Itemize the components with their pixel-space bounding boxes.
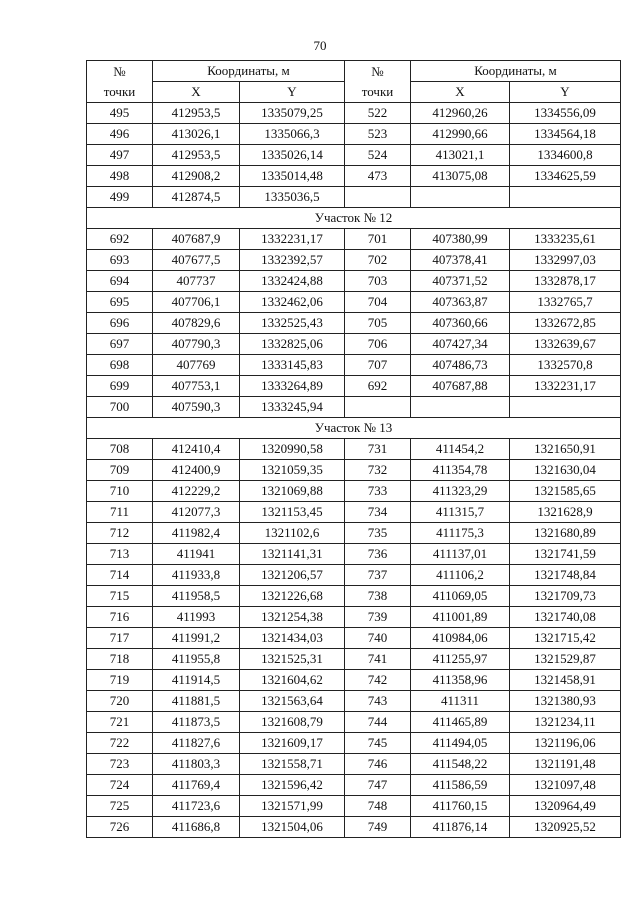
table-row xyxy=(87,187,621,208)
x-coordinate-cell: 411548,22 xyxy=(411,754,510,775)
x-coordinate-cell: 412229,2 xyxy=(153,481,240,502)
y-coordinate-cell: 1321097,48 xyxy=(510,775,621,796)
y-coordinate-cell: 1332231,17 xyxy=(240,229,345,250)
y-coordinate-cell: 1321434,03 xyxy=(240,628,345,649)
point-number-cell: 748 xyxy=(345,796,411,817)
table-row xyxy=(87,733,621,754)
section-title: Участок № 13 xyxy=(87,418,621,439)
point-number-cell: 738 xyxy=(345,586,411,607)
table-row xyxy=(87,292,621,313)
y-coordinate-cell: 1321206,57 xyxy=(240,565,345,586)
x-coordinate-cell: 411106,2 xyxy=(411,565,510,586)
table-row xyxy=(87,817,621,838)
y-coordinate-cell: 1333145,83 xyxy=(240,355,345,376)
table-row xyxy=(87,376,621,397)
point-number-cell: 735 xyxy=(345,523,411,544)
y-coordinate-cell: 1332639,67 xyxy=(510,334,621,355)
point-number-cell: 523 xyxy=(345,124,411,145)
table-row xyxy=(87,250,621,271)
point-number-cell: 524 xyxy=(345,145,411,166)
point-number-cell: 696 xyxy=(87,313,153,334)
y-coordinate-cell: 1334600,8 xyxy=(510,145,621,166)
y-coordinate-cell: 1333264,89 xyxy=(240,376,345,397)
x-coordinate-cell: 411881,5 xyxy=(153,691,240,712)
point-number-cell: 496 xyxy=(87,124,153,145)
x-coordinate-cell: 411175,3 xyxy=(411,523,510,544)
y-coordinate-cell: 1321234,11 xyxy=(510,712,621,733)
y-coordinate-cell: 1332424,88 xyxy=(240,271,345,292)
x-coordinate-cell: 411354,78 xyxy=(411,460,510,481)
y-coordinate-cell: 1321680,89 xyxy=(510,523,621,544)
x-coordinate-cell: 412874,5 xyxy=(153,187,240,208)
point-number-cell: 749 xyxy=(345,817,411,838)
point-number-cell: 742 xyxy=(345,670,411,691)
point-number-cell: 704 xyxy=(345,292,411,313)
table-row xyxy=(87,607,621,628)
y-coordinate-cell: 1320990,58 xyxy=(240,439,345,460)
y-coordinate-cell: 1321609,17 xyxy=(240,733,345,754)
y-coordinate-cell: 1321196,06 xyxy=(510,733,621,754)
x-coordinate-cell: 411311 xyxy=(411,691,510,712)
x-coordinate-cell: 413021,1 xyxy=(411,145,510,166)
point-number-cell: 744 xyxy=(345,712,411,733)
y-coordinate-cell: 1321525,31 xyxy=(240,649,345,670)
y-coordinate-cell: 1320925,52 xyxy=(510,817,621,838)
y-coordinate-cell: 1334564,18 xyxy=(510,124,621,145)
x-coordinate-cell: 411876,14 xyxy=(411,817,510,838)
y-coordinate-cell: 1321709,73 xyxy=(510,586,621,607)
y-coordinate-cell: 1333245,94 xyxy=(240,397,345,418)
table-row xyxy=(87,271,621,292)
point-number-cell: 745 xyxy=(345,733,411,754)
point-number-cell: 715 xyxy=(87,586,153,607)
x-coordinate-cell: 411454,2 xyxy=(411,439,510,460)
point-number-cell: 736 xyxy=(345,544,411,565)
point-number-cell xyxy=(345,397,411,418)
x-coordinate-cell: 412400,9 xyxy=(153,460,240,481)
point-number-cell: 497 xyxy=(87,145,153,166)
x-coordinate-cell: 411686,8 xyxy=(153,817,240,838)
y-coordinate-cell: 1321226,68 xyxy=(240,586,345,607)
point-number-cell: 737 xyxy=(345,565,411,586)
table-row xyxy=(87,460,621,481)
table-row xyxy=(87,166,621,187)
point-number-cell: 723 xyxy=(87,754,153,775)
x-coordinate-cell: 407486,73 xyxy=(411,355,510,376)
x-coordinate-cell: 411955,8 xyxy=(153,649,240,670)
x-coordinate-cell: 411991,2 xyxy=(153,628,240,649)
point-number-cell: 731 xyxy=(345,439,411,460)
y-coordinate-cell: 1335014,48 xyxy=(240,166,345,187)
table-body xyxy=(87,103,621,838)
x-coordinate-cell: 411586,59 xyxy=(411,775,510,796)
x-coordinate-cell: 407790,3 xyxy=(153,334,240,355)
coordinates-table xyxy=(86,60,621,838)
table-row xyxy=(87,586,621,607)
y-coordinate-cell: 1321628,9 xyxy=(510,502,621,523)
coordinates-header-left: Координаты, м xyxy=(153,61,345,82)
x-coordinate-cell: 411914,5 xyxy=(153,670,240,691)
point-number-cell: 697 xyxy=(87,334,153,355)
point-number-header-left xyxy=(87,61,153,103)
point-number-cell: 499 xyxy=(87,187,153,208)
table-row xyxy=(87,145,621,166)
point-number-cell: 741 xyxy=(345,649,411,670)
table-row xyxy=(87,334,621,355)
point-number-cell: 721 xyxy=(87,712,153,733)
point-number-cell: 726 xyxy=(87,817,153,838)
y-coordinate-cell: 1335066,3 xyxy=(240,124,345,145)
x-coordinate-cell: 411315,7 xyxy=(411,502,510,523)
x-header: X xyxy=(153,82,240,103)
point-number-cell: 740 xyxy=(345,628,411,649)
y-coordinate-cell: 1332672,85 xyxy=(510,313,621,334)
table-row xyxy=(87,124,621,145)
y-coordinate-cell: 1333235,61 xyxy=(510,229,621,250)
y-coordinate-cell: 1321153,45 xyxy=(240,502,345,523)
point-number-cell: 747 xyxy=(345,775,411,796)
point-number-cell: 705 xyxy=(345,313,411,334)
num-sign: № xyxy=(113,63,126,79)
point-number-header-right xyxy=(345,61,411,103)
y-coordinate-cell: 1321380,93 xyxy=(510,691,621,712)
y-coordinate-cell: 1320964,49 xyxy=(510,796,621,817)
x-coordinate-cell: 412410,4 xyxy=(153,439,240,460)
y-coordinate-cell: 1321069,88 xyxy=(240,481,345,502)
point-number-cell: 706 xyxy=(345,334,411,355)
point-number-cell: 495 xyxy=(87,103,153,124)
x-coordinate-cell: 407737 xyxy=(153,271,240,292)
y-coordinate-cell: 1321741,59 xyxy=(510,544,621,565)
point-number-cell: 712 xyxy=(87,523,153,544)
x-coordinate-cell: 411933,8 xyxy=(153,565,240,586)
y-coordinate-cell xyxy=(510,397,621,418)
x-coordinate-cell: 411137,01 xyxy=(411,544,510,565)
y-coordinate-cell: 1334625,59 xyxy=(510,166,621,187)
point-number-cell: 692 xyxy=(87,229,153,250)
y-coordinate-cell: 1321458,91 xyxy=(510,670,621,691)
point-number-cell: 719 xyxy=(87,670,153,691)
x-coordinate-cell: 411723,6 xyxy=(153,796,240,817)
y-coordinate-cell: 1332825,06 xyxy=(240,334,345,355)
x-coordinate-cell: 411760,15 xyxy=(411,796,510,817)
point-number-cell xyxy=(345,187,411,208)
y-coordinate-cell: 1321102,6 xyxy=(240,523,345,544)
x-coordinate-cell xyxy=(411,397,510,418)
point-number-cell: 733 xyxy=(345,481,411,502)
x-coordinate-cell: 407769 xyxy=(153,355,240,376)
section-row xyxy=(87,418,621,439)
y-coordinate-cell: 1321571,99 xyxy=(240,796,345,817)
x-coordinate-cell: 411941 xyxy=(153,544,240,565)
x-coordinate-cell: 407371,52 xyxy=(411,271,510,292)
y-coordinate-cell: 1334556,09 xyxy=(510,103,621,124)
table-row xyxy=(87,754,621,775)
x-coordinate-cell: 411358,96 xyxy=(411,670,510,691)
x-coordinate-cell: 412908,2 xyxy=(153,166,240,187)
x-coordinate-cell: 411069,05 xyxy=(411,586,510,607)
x-coordinate-cell: 411873,5 xyxy=(153,712,240,733)
x-coordinate-cell: 407687,88 xyxy=(411,376,510,397)
x-coordinate-cell: 407590,3 xyxy=(153,397,240,418)
point-label: точки xyxy=(103,83,136,99)
x-coordinate-cell: 407753,1 xyxy=(153,376,240,397)
num-sign: № xyxy=(371,63,384,79)
point-number-cell: 701 xyxy=(345,229,411,250)
y-coordinate-cell: 1321630,04 xyxy=(510,460,621,481)
point-number-cell: 720 xyxy=(87,691,153,712)
x-coordinate-cell: 407360,66 xyxy=(411,313,510,334)
table-row xyxy=(87,544,621,565)
x-coordinate-cell: 411001,89 xyxy=(411,607,510,628)
point-number-cell: 713 xyxy=(87,544,153,565)
x-coordinate-cell: 412953,5 xyxy=(153,103,240,124)
point-number-cell: 692 xyxy=(345,376,411,397)
table-row xyxy=(87,712,621,733)
point-label: точки xyxy=(361,83,394,99)
y-header: Y xyxy=(510,82,621,103)
x-coordinate-cell: 412953,5 xyxy=(153,145,240,166)
point-number-cell: 498 xyxy=(87,166,153,187)
y-coordinate-cell: 1335079,25 xyxy=(240,103,345,124)
y-coordinate-cell: 1321585,65 xyxy=(510,481,621,502)
table-row xyxy=(87,439,621,460)
point-number-cell: 743 xyxy=(345,691,411,712)
table-row xyxy=(87,628,621,649)
y-coordinate-cell: 1321191,48 xyxy=(510,754,621,775)
point-number-cell: 700 xyxy=(87,397,153,418)
point-number-cell: 734 xyxy=(345,502,411,523)
y-coordinate-cell: 1321504,06 xyxy=(240,817,345,838)
table-row xyxy=(87,397,621,418)
table-row xyxy=(87,565,621,586)
x-coordinate-cell xyxy=(411,187,510,208)
y-coordinate-cell: 1332525,43 xyxy=(240,313,345,334)
x-coordinate-cell: 413075,08 xyxy=(411,166,510,187)
table-row xyxy=(87,523,621,544)
coordinates-header-right: Координаты, м xyxy=(411,61,621,82)
table-row xyxy=(87,481,621,502)
y-coordinate-cell: 1321558,71 xyxy=(240,754,345,775)
y-coordinate-cell: 1321650,91 xyxy=(510,439,621,460)
point-number-cell: 473 xyxy=(345,166,411,187)
y-coordinate-cell: 1321254,38 xyxy=(240,607,345,628)
point-number-cell: 702 xyxy=(345,250,411,271)
table-row xyxy=(87,229,621,250)
point-number-cell: 694 xyxy=(87,271,153,292)
table-row xyxy=(87,502,621,523)
x-coordinate-cell: 412960,26 xyxy=(411,103,510,124)
x-coordinate-cell: 407378,41 xyxy=(411,250,510,271)
y-coordinate-cell: 1321529,87 xyxy=(510,649,621,670)
point-number-cell: 708 xyxy=(87,439,153,460)
y-coordinate-cell: 1321141,31 xyxy=(240,544,345,565)
table-row xyxy=(87,796,621,817)
y-coordinate-cell: 1332878,17 xyxy=(510,271,621,292)
point-number-cell: 714 xyxy=(87,565,153,586)
y-coordinate-cell: 1332765,7 xyxy=(510,292,621,313)
point-number-cell: 707 xyxy=(345,355,411,376)
x-header: X xyxy=(411,82,510,103)
y-coordinate-cell: 1321596,42 xyxy=(240,775,345,796)
point-number-cell: 522 xyxy=(345,103,411,124)
table-row xyxy=(87,670,621,691)
table-row xyxy=(87,649,621,670)
point-number-cell: 732 xyxy=(345,460,411,481)
y-coordinate-cell: 1332231,17 xyxy=(510,376,621,397)
point-number-cell: 718 xyxy=(87,649,153,670)
x-coordinate-cell: 407427,34 xyxy=(411,334,510,355)
table-row xyxy=(87,313,621,334)
point-number-cell: 746 xyxy=(345,754,411,775)
table-header xyxy=(87,61,621,103)
point-number-cell: 739 xyxy=(345,607,411,628)
table-row xyxy=(87,103,621,124)
y-coordinate-cell: 1332392,57 xyxy=(240,250,345,271)
y-coordinate-cell: 1321563,64 xyxy=(240,691,345,712)
x-coordinate-cell: 407380,99 xyxy=(411,229,510,250)
x-coordinate-cell: 412077,3 xyxy=(153,502,240,523)
y-coordinate-cell: 1321748,84 xyxy=(510,565,621,586)
point-number-cell: 722 xyxy=(87,733,153,754)
point-number-cell: 724 xyxy=(87,775,153,796)
y-coordinate-cell: 1321059,35 xyxy=(240,460,345,481)
x-coordinate-cell: 407706,1 xyxy=(153,292,240,313)
y-header: Y xyxy=(240,82,345,103)
x-coordinate-cell: 410984,06 xyxy=(411,628,510,649)
y-coordinate-cell: 1321604,62 xyxy=(240,670,345,691)
section-row xyxy=(87,208,621,229)
x-coordinate-cell: 411255,97 xyxy=(411,649,510,670)
x-coordinate-cell: 407829,6 xyxy=(153,313,240,334)
x-coordinate-cell: 411958,5 xyxy=(153,586,240,607)
y-coordinate-cell: 1321608,79 xyxy=(240,712,345,733)
point-number-cell: 716 xyxy=(87,607,153,628)
point-number-cell: 698 xyxy=(87,355,153,376)
y-coordinate-cell: 1332570,8 xyxy=(510,355,621,376)
point-number-cell: 725 xyxy=(87,796,153,817)
x-coordinate-cell: 407363,87 xyxy=(411,292,510,313)
x-coordinate-cell: 407687,9 xyxy=(153,229,240,250)
point-number-cell: 717 xyxy=(87,628,153,649)
x-coordinate-cell: 412990,66 xyxy=(411,124,510,145)
y-coordinate-cell: 1332997,03 xyxy=(510,250,621,271)
point-number-cell: 710 xyxy=(87,481,153,502)
x-coordinate-cell: 411803,3 xyxy=(153,754,240,775)
point-number-cell: 699 xyxy=(87,376,153,397)
table-row xyxy=(87,355,621,376)
x-coordinate-cell: 411323,29 xyxy=(411,481,510,502)
point-number-cell: 693 xyxy=(87,250,153,271)
y-coordinate-cell: 1321740,08 xyxy=(510,607,621,628)
point-number-cell: 711 xyxy=(87,502,153,523)
y-coordinate-cell xyxy=(510,187,621,208)
section-title: Участок № 12 xyxy=(87,208,621,229)
point-number-cell: 695 xyxy=(87,292,153,313)
y-coordinate-cell: 1335026,14 xyxy=(240,145,345,166)
x-coordinate-cell: 411982,4 xyxy=(153,523,240,544)
x-coordinate-cell: 411993 xyxy=(153,607,240,628)
y-coordinate-cell: 1332462,06 xyxy=(240,292,345,313)
x-coordinate-cell: 411465,89 xyxy=(411,712,510,733)
point-number-cell: 709 xyxy=(87,460,153,481)
y-coordinate-cell: 1335036,5 xyxy=(240,187,345,208)
x-coordinate-cell: 411827,6 xyxy=(153,733,240,754)
x-coordinate-cell: 407677,5 xyxy=(153,250,240,271)
point-number-cell: 703 xyxy=(345,271,411,292)
y-coordinate-cell: 1321715,42 xyxy=(510,628,621,649)
x-coordinate-cell: 413026,1 xyxy=(153,124,240,145)
page-number: 70 xyxy=(313,38,327,53)
x-coordinate-cell: 411494,05 xyxy=(411,733,510,754)
x-coordinate-cell: 411769,4 xyxy=(153,775,240,796)
table-row xyxy=(87,691,621,712)
table-row xyxy=(87,775,621,796)
